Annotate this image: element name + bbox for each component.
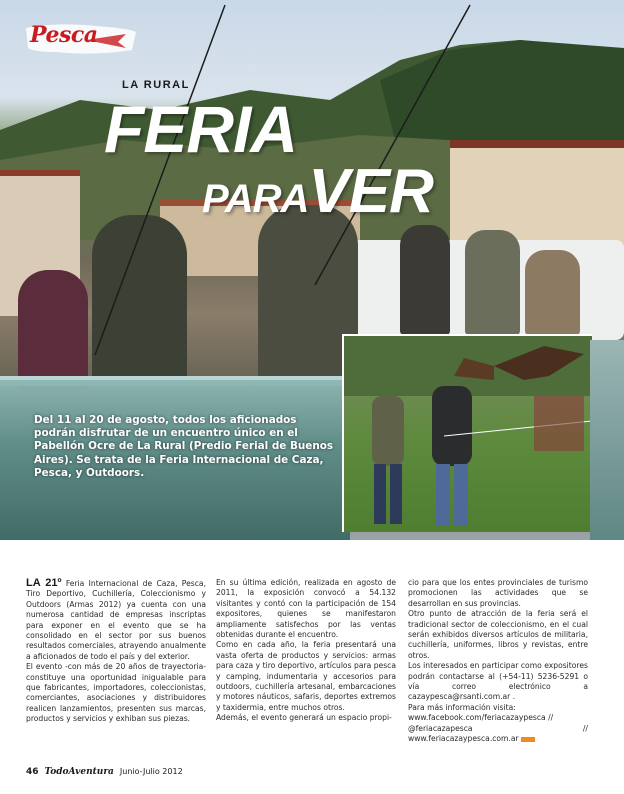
column-3 bbox=[408, 578, 588, 745]
end-mark-icon bbox=[521, 737, 535, 742]
issue-date: Junio-Julio 2012 bbox=[119, 767, 183, 776]
magazine-name: TodoAventura bbox=[44, 767, 114, 777]
section-logo: Pesca bbox=[30, 22, 98, 48]
col2-paragraph-1: En su última edición, realizada en agosto de 2011, la exposición convocó a 54.132 visitantes y contó con la participación de 154 expositores, quienes se manifestaron ampliamente satisfechos por las ventas obtenidas durante el encuentro. bbox=[216, 578, 396, 640]
col3-paragraph-1: cio para que los entes provinciales de turismo promocionen las actividades que se desarrollan en sus provincias. bbox=[408, 578, 588, 608]
headline-para: PARA bbox=[202, 177, 309, 221]
lead-paragraph: Del 11 al 20 de agosto, todos los aficionados podrán disfrutar de un encuentro único en el Pabellón Ocre de La Rural (Predio Ferial de Buenos Aires). Se trata de la Feria Internacional de Caza, Pesca, y Outdoors. bbox=[34, 414, 334, 479]
col1-paragraph-2: El evento -con más de 20 años de trayectoria- constituye una oportunidad inigualable para que fabricantes, importadores, coleccionistas, comerciantes, asociaciones y distribuidores realicen lanzamientos, presenten sus marcas, productos y servicios y exhiban sus piezas. bbox=[26, 662, 206, 724]
column-2 bbox=[216, 578, 396, 724]
side-photo-strip bbox=[590, 340, 624, 540]
headline-line-2 bbox=[202, 156, 433, 227]
col3-paragraph-4: Para más información visita: bbox=[408, 702, 516, 712]
facebook-link[interactable]: www.facebook.com/feriacazaypesca // bbox=[408, 713, 554, 723]
web-link-line bbox=[408, 724, 588, 745]
col3-paragraph-2: Otro punto de atracción de la feria será el tradicional sector de coleccionismo, en el cual serán exhibidos diversos artículos de militaria, cuchillería, uniformes, libros y revistas, entre otros. bbox=[408, 609, 588, 660]
body-columns bbox=[26, 578, 596, 746]
falconry-photo bbox=[342, 334, 592, 532]
kicker: LA RURAL bbox=[122, 79, 190, 91]
page-footer bbox=[26, 767, 183, 777]
falconry-scene bbox=[344, 336, 592, 532]
headline-line-1: FERIA bbox=[104, 92, 297, 166]
col3-paragraph-3: Los interesados en participar como expositores podrán contactarse al (+54-11) 5236-5291 o vía correo electrónico a cazaypesca@rsanti.com.ar . bbox=[408, 661, 588, 702]
headline-ver: VER bbox=[308, 157, 433, 226]
col2-paragraph-2: Como en cada año, la feria presentará una vasta oferta de productos y servicios: armas para caza y tiro deportivo, artículos para pesca y camping, indumentaria y accesorios para outdoors, cuchillería artesanal, embarcaciones y motores náuticos, safaris, deportes extremos y taxidermia, entre muchos otros. bbox=[216, 640, 396, 712]
col1-paragraph-1 bbox=[26, 578, 206, 662]
col2-paragraph-3: Además, el evento generará un espacio propi- bbox=[216, 713, 392, 723]
column-1 bbox=[26, 578, 206, 725]
page-number: 46 bbox=[26, 767, 39, 777]
drop-cap: LA 21º bbox=[26, 577, 62, 589]
web-link[interactable]: @feriacazapesca // www.feriacazaypesca.com.ar bbox=[408, 723, 588, 744]
col1-paragraph-1-text: Feria Internacional de Caza, Pesca, Tiro Deportivo, Cuchillería, Coleccionismo y Outdoors (Armas 2012) ya cuenta con una numerosa cantidad de empresas inscriptas para exponer en el evento que se ha consolidado en el sector por sus buenos resultados comerciales, atrayendo anualmente a aficionados de todo el país y del exterior. bbox=[26, 579, 206, 661]
